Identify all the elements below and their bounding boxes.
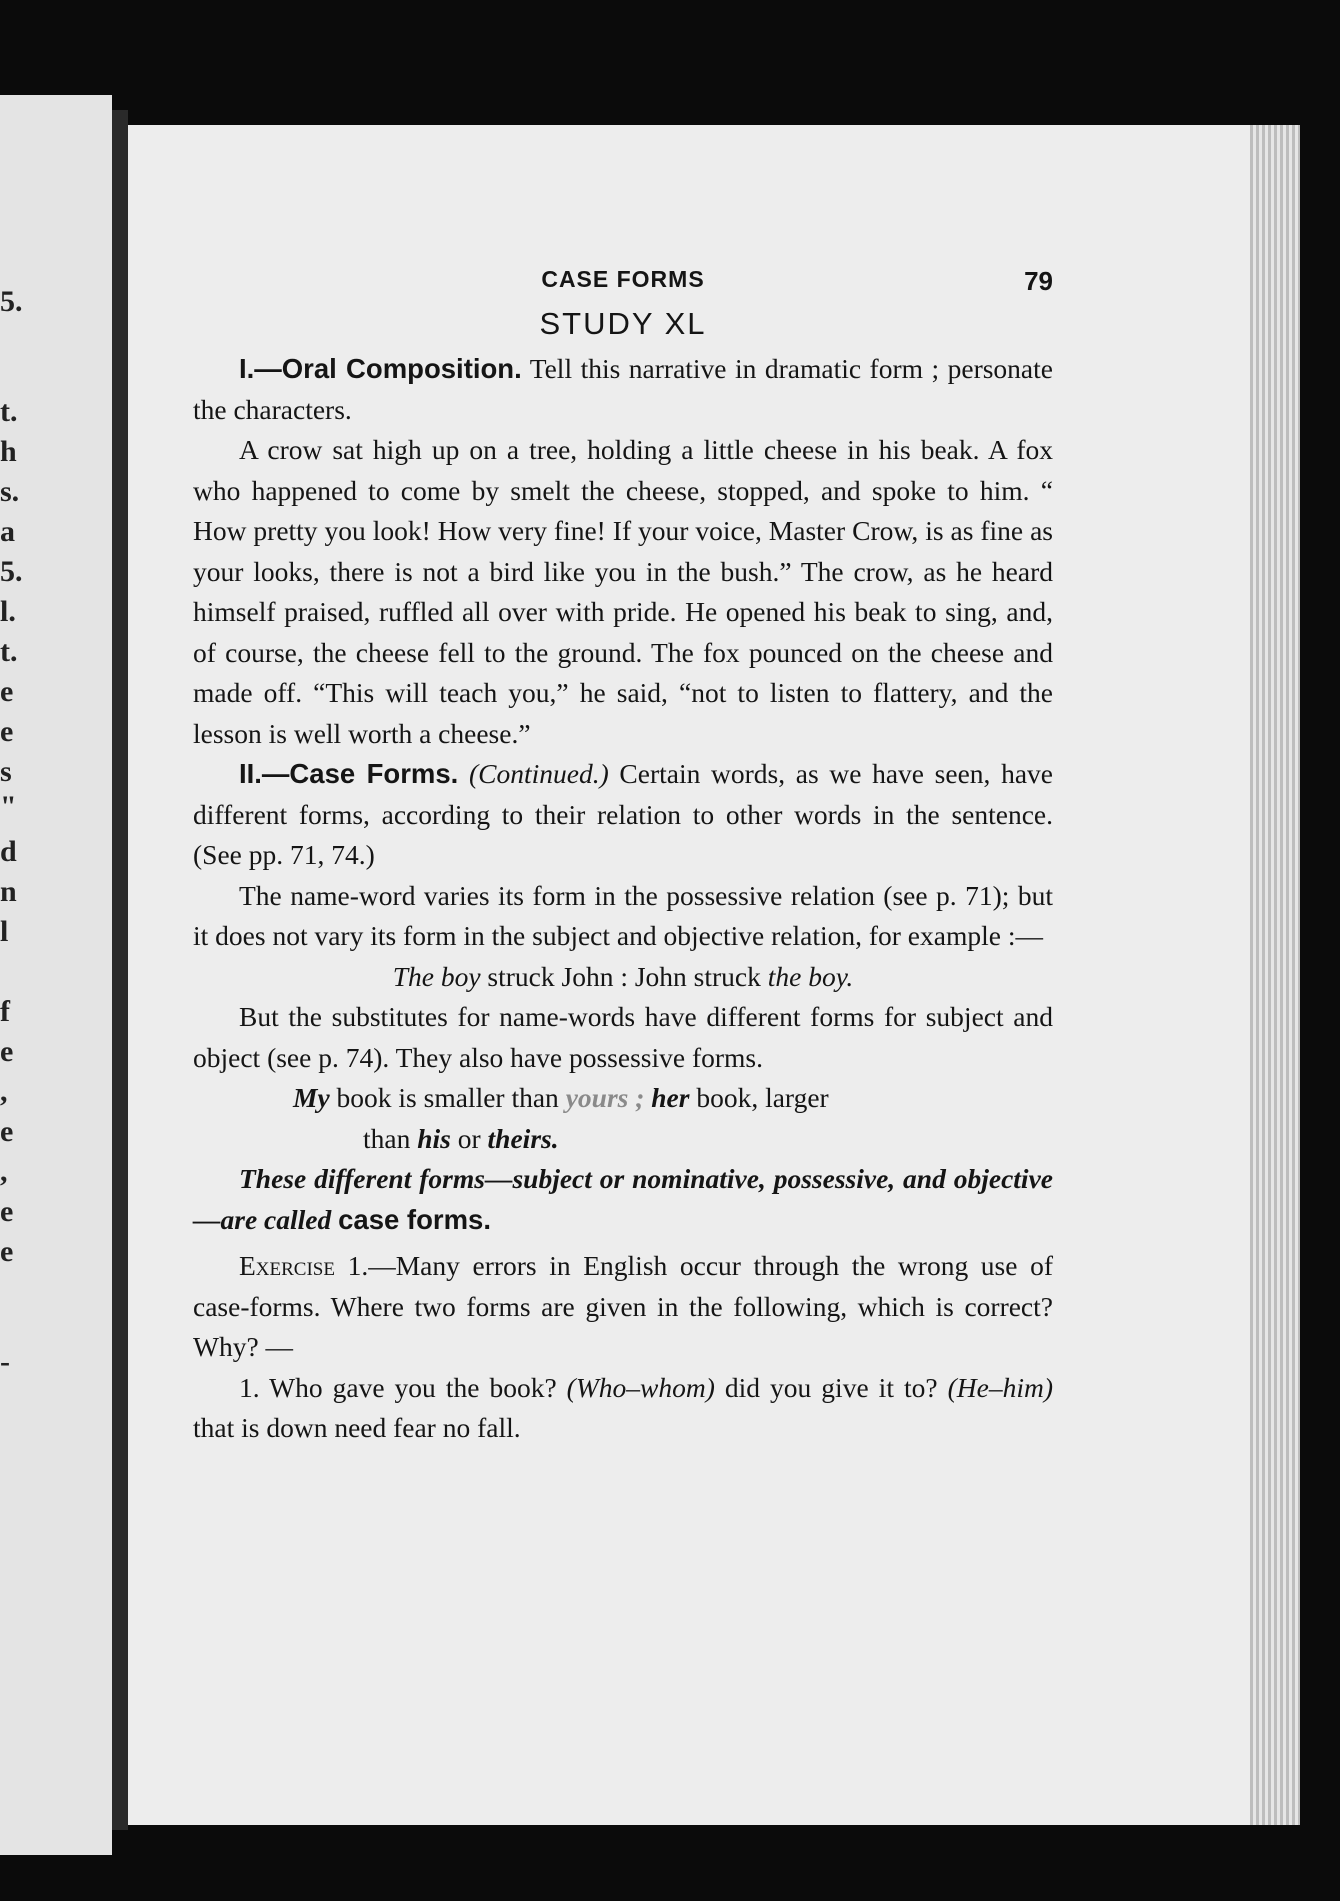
example-line-2: than his or theirs. [363,1122,559,1154]
choice-option: (Who–whom) [566,1371,715,1403]
facing-page-fragment: , [0,1155,8,1188]
definition-italic: These different forms—subject or nominative, possessive, and objective—are called [193,1163,1053,1235]
example-italic: My [293,1082,330,1113]
case-forms-definition [193,1159,1053,1240]
facing-page-fragment: l. [0,595,16,628]
paragraph-name-word: The name-word varies its form in the possessive relation (see p. 71); but it does not vary its form in the subject and objective relation, for example :— [193,879,1053,951]
exercise-1 [193,1246,1053,1368]
facing-page-fragment: " [0,790,17,823]
facing-page-fragment: s. [0,475,20,508]
exercise-label: Exercise 1. [239,1250,369,1281]
section-text: Certain words, as we have seen, have different forms, according to their relation to other words in the sentence. (See pp. 71, 74.) [193,758,1054,870]
facing-page-fragment: n [0,875,17,908]
paragraph-substitutes: But the substitutes for name-words have different forms for subject and object (see p. 74). They also have possessive forms. [193,1001,1053,1073]
section-case-forms [193,754,1053,876]
choice-option: (He–him) [947,1371,1053,1403]
facing-page-fragment: - [0,1345,10,1378]
page-content [193,255,1053,1449]
example-line-1: My book is smaller than yours ; her book, larger [293,1082,829,1113]
facing-page-fragment: a [0,515,15,548]
continued-note: (Continued.) [468,758,609,789]
facing-page-fragment: e [0,1115,14,1148]
section-oral-composition [193,349,1053,430]
page-stack-edge [1250,125,1300,1825]
facing-page-fragment: e [0,1035,14,1068]
facing-page-edge [0,95,112,1855]
running-title: CASE FORMS [541,266,705,292]
page-number: 79 [1024,266,1053,296]
definition-term: case forms. [338,1203,491,1235]
facing-page-fragment: e [0,675,14,708]
facing-page-fragment: t. [0,635,18,668]
example-italic: her [644,1082,690,1113]
facing-page-fragment: h [0,435,17,468]
exercise-text: —Many errors in English occur through the wrong use of case-forms. Where two forms are given in the following, which is correct? Why? — [193,1250,1053,1362]
exercise-items: 1. Who gave you the book? (Who–whom) did you give it to? (He–him) that is down need fear no fall. [193,1371,1053,1443]
facing-page-fragment: , [0,1075,8,1108]
facing-page-fragment: 5. [0,285,23,318]
facing-page-fragment: e [0,1235,14,1268]
section-text: Tell this narrative in dramatic form ; personate the characters. [193,353,1053,425]
facing-page-fragment: e [0,1195,14,1228]
section-label: II.—Case Forms. [239,758,459,789]
facing-page-fragment: s [0,755,12,788]
facing-page-fragment: 5. [0,555,23,588]
example-italic: The boy [392,960,481,992]
facing-page-fragment: d [0,835,17,868]
running-head [193,255,1053,296]
example-text: struck John : John struck [480,960,768,992]
facing-page-fragment: l [0,915,9,948]
study-title: STUDY XL [539,306,707,341]
example-italic: yours ; [565,1082,645,1113]
crow-and-fox-story: A crow sat high up on a tree, holding a little cheese in his beak. A fox who happened to come by smelt the cheese, stopped, and spoke to him. “ How pretty you look! How very fine! If your voice, Master Crow, is as fine as your looks, there is not a bird like you in the bush.” The crow, as he heard himself praised, ruffled all over with pride. He opened his beak to sing, and, of course, the cheese fell to the ground. The fox pounced on the cheese and made off. “This will teach you,” he said, “not to listen to flattery, and the lesson is well worth a cheese.” [193,434,1053,749]
facing-page-fragment: e [0,715,14,748]
book-gutter [112,110,128,1830]
example-possessive-forms [293,1078,1053,1159]
facing-page-fragment: f [0,995,10,1028]
example-boy-john [193,957,1053,998]
facing-page-fragment: t. [0,395,18,428]
example-italic: the boy. [767,960,854,992]
section-label: I.—Oral Composition. [239,353,522,384]
